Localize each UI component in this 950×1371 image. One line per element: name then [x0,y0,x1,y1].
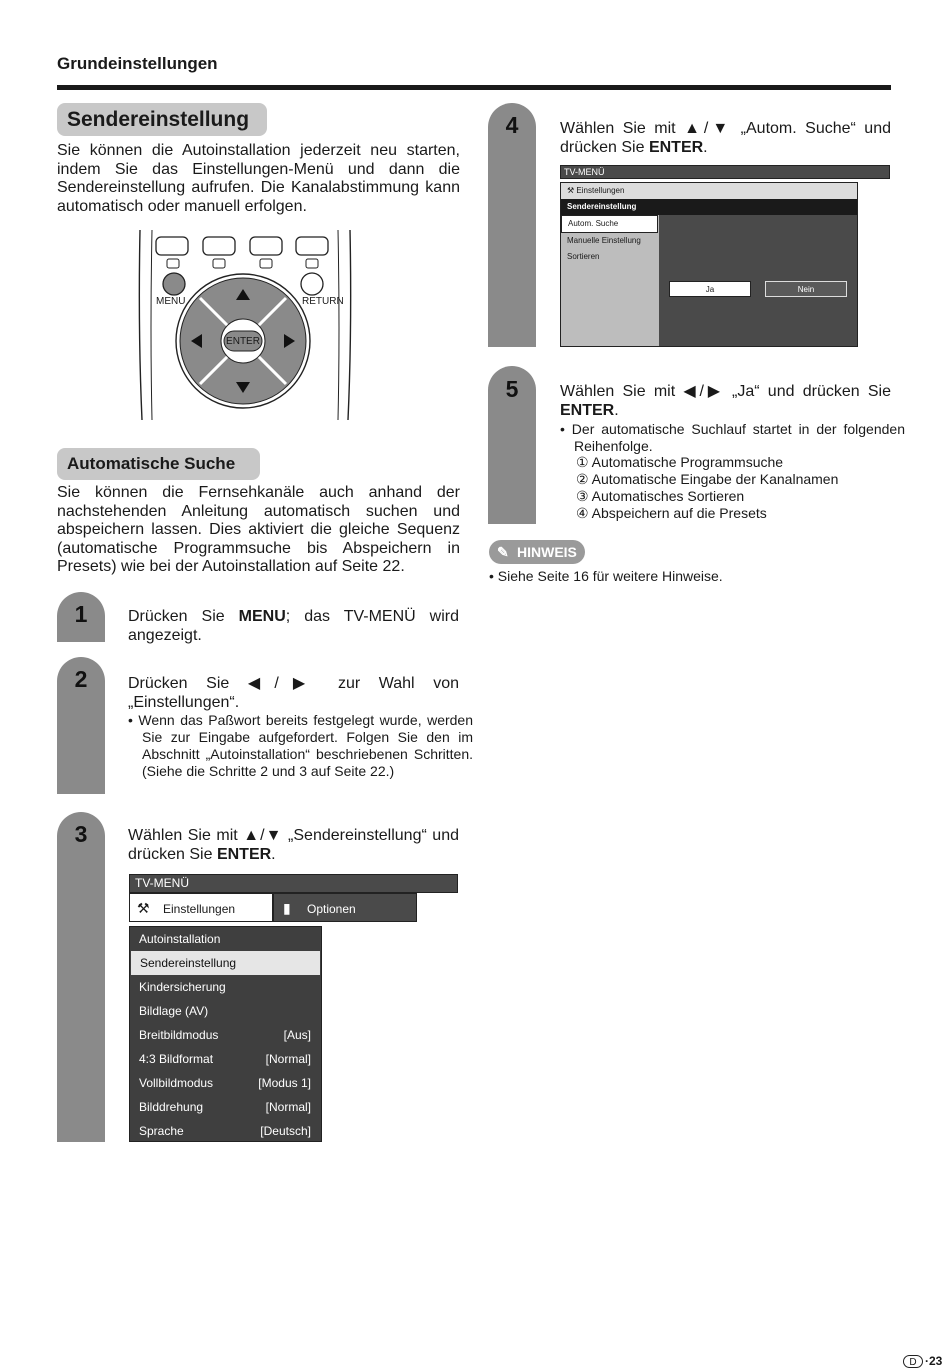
page-header-title: Grundeinstellungen [57,54,218,73]
tab-optionen[interactable] [273,893,417,922]
step-2-bullet: • Wenn das Paßwort bereits festgelegt wurde, werden Sie zur Eingabe aufgefordert. Folgen Sie den im Abschnitt „Autoinstallation“ beschriebenen Schritten. (Siehe die Schritte 2 und 3 auf Seite 22.) [128,712,473,779]
tab-einstellungen-label: Einstellungen [163,902,236,916]
menu-item-autoinstallation[interactable]: Autoinstallation [139,932,221,946]
step-5-list-item: ③ Automatisches Sortieren [576,488,745,504]
step-5-list [576,454,838,522]
header-rule [57,85,891,90]
settings-menu-list [129,926,322,1142]
step-4-number: 4 [505,112,519,138]
step-3-number: 3 [74,821,88,847]
optionen-icon: ▮ [283,900,291,916]
step-5-number: 5 [505,376,519,402]
menu-item-bildlage[interactable]: Bildlage (AV) [139,1004,209,1018]
menu-item-sortieren[interactable]: Sortieren [567,252,600,261]
step-5-text: Wählen Sie mit ◀/▶ „Ja“ und drücken Sie ENTER. [560,383,891,419]
tv-menu-2-panel [560,182,858,347]
step-5-bullet: • Der automatische Suchlauf startet in der folgenden Reihenfolge. [560,421,905,454]
auto-search-paragraph: Sie können die Fernsehkanäle auch anhand der nachstehenden Anleitung automatisch suchen und abspeichern lassen. Dies aktiviert die gleiche Sequenz (automatische Programmsuche bis Abspeichern in Presets) wie bei der Autoinstallation auf Seite 22. [57,484,460,575]
note-text: • Siehe Seite 16 für weitere Hinweise. [489,568,723,584]
paperclip-icon: ✎ [497,544,509,560]
menu-item-sprache[interactable]: Sprache [Deutsch] [139,1124,311,1138]
remote-return-label: RETURN [302,296,344,307]
step-4-text: Wählen Sie mit ▲/▼ „Autom. Suche“ und drücken Sie ENTER. [560,120,891,156]
no-button[interactable]: Nein [765,281,847,297]
step-5-list-item: ② Automatische Eingabe der Kanalnamen [576,471,839,487]
remote-enter-label: ENTER [226,336,260,347]
step-1-text: Drücken Sie MENU; das TV-MENÜ wird angezeigt. [128,608,460,644]
menu-item-bildformat[interactable]: 4:3 Bildformat [Normal] [139,1052,311,1066]
step-3-bar [57,812,105,1142]
menu-item-kindersicherung[interactable]: Kindersicherung [139,980,226,994]
tab-optionen-label: Optionen [307,902,356,916]
menu-item-manuelle-einstellung[interactable]: Manuelle Einstellung [567,236,641,245]
tv-menu-2-title-bar: TV-MENÜ [560,165,890,179]
menu-item-sendereinstellung[interactable]: Sendereinstellung [131,951,320,975]
step-2-text: Drücken Sie ◀/▶ zur Wahl von „Einstellungen“. [128,675,459,711]
tab-einstellungen[interactable] [129,893,273,922]
page-number: ·23 [925,1354,943,1368]
menu-item-vollbildmodus[interactable]: Vollbildmodus [Modus 1] [139,1076,311,1090]
note-badge: ✎ HINWEIS [489,540,585,564]
tv-menu-2-breadcrumb: ⚒ Einstellungen [561,183,857,199]
step-5-list-item: ① Automatische Programmsuche [576,454,784,470]
step-3-text: Wählen Sie mit ▲/▼ „Sendereinstellung“ und drücken Sie ENTER. [128,827,459,863]
intro-paragraph: Sie können die Autoinstallation jederzeit neu starten, indem Sie das Einstellungen-Menü und dann die Sendereinstellung aufrufen. Die Kanalabstimmung kann automatisch oder manuell erfolgen. [57,142,460,215]
einstellungen-icon: ⚒ [137,900,150,916]
language-badge: D [903,1355,923,1368]
remote-control-illustration [130,230,360,420]
subsection-title: Automatische Suche [57,448,260,480]
step-2-number: 2 [74,666,88,692]
menu-item-breitbildmodus[interactable]: Breitbildmodus [Aus] [139,1028,311,1042]
step-4-bar [488,103,536,347]
tv-menu-2-section: Sendereinstellung [561,199,857,215]
tv-menu-title-bar: TV-MENÜ [129,874,458,893]
yes-button[interactable]: Ja [669,281,751,297]
menu-item-bilddrehung[interactable]: Bilddrehung [Normal] [139,1100,311,1114]
tv-menu-2-sidebar [561,215,659,346]
section-title: Sendereinstellung [57,103,267,136]
remote-menu-label: MENU [156,296,186,307]
step-1-number: 1 [74,601,88,627]
menu-item-autom-suche[interactable]: Autom. Suche [561,215,658,233]
step-5-list-item: ④ Abspeichern auf die Presets [576,505,767,521]
einstellungen-icon-small: ⚒ [567,186,575,195]
